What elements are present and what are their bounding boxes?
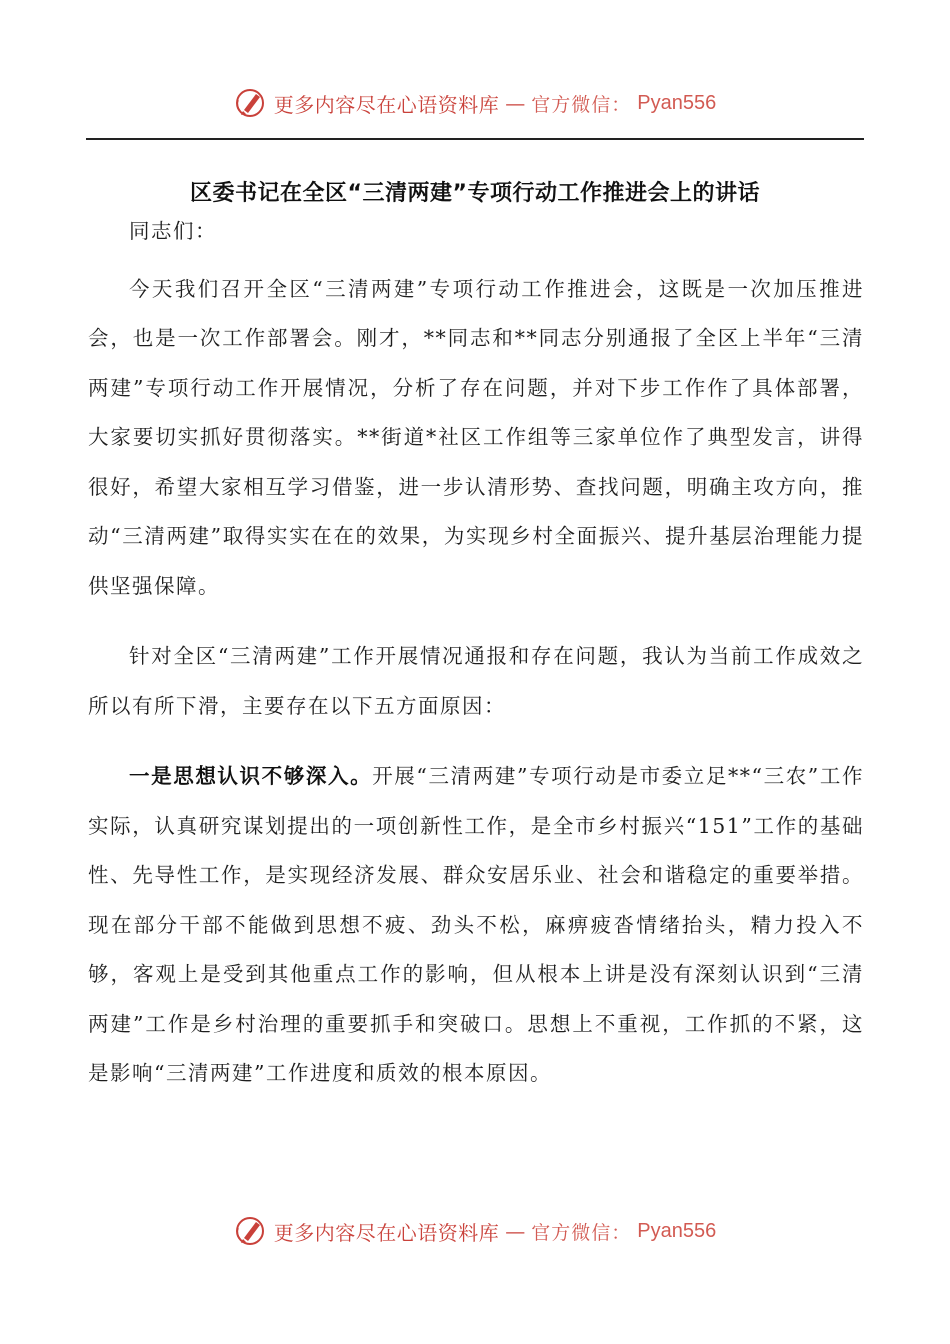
- paragraph-text: 针对全区“三清两建”工作开展情况通报和存在问题，我认为当前工作成效之所以有所下滑，主要存在以下五方面原因：: [88, 644, 864, 718]
- banner-wechat-id: Pyan556: [637, 1219, 717, 1242]
- paragraph-2: [88, 632, 864, 731]
- document-body: [88, 207, 864, 1120]
- paragraph-3: [88, 752, 864, 1099]
- footer-banner: [0, 1211, 950, 1251]
- paragraph-text: 今天我们召开全区“三清两建”专项行动工作推进会，这既是一次加压推进会，也是一次工作部署会。刚才，**同志和**同志分别通报了全区上半年“三清两建”专项行动工作开展情况，分析了存在问题，并对下步工作作了具体部署，大家要切实抓好贯彻落实。**街道*社区工作组等三家单位作了典型发言，讲得很好，希望大家相互学习借鉴，进一步认清形势、查找问题，明确主攻方向，推动“三清两建”取得实实在在的效果，为实现乡村全面振兴、提升基层治理能力提供坚强保障。: [88, 276, 864, 598]
- pen-nib-logo-icon: [234, 1214, 268, 1248]
- paragraph-lead: 一是思想认识不够深入。: [129, 764, 373, 788]
- pen-nib-logo-icon: [234, 86, 268, 120]
- header-banner: [0, 83, 950, 123]
- banner-wechat-label: 官方微信：: [531, 1221, 632, 1244]
- banner-brand: 更多内容尽在心语资料库: [273, 1220, 500, 1245]
- banner-brand: 更多内容尽在心语资料库: [273, 92, 500, 117]
- paragraph-1: [88, 265, 864, 612]
- document-title: 区委书记在全区“三清两建”专项行动工作推进会上的讲话: [190, 181, 760, 206]
- banner-separator: —: [505, 91, 526, 115]
- paragraph-text: 开展“三清两建”专项行动是市委立足**“三农”工作实际，认真研究谋划提出的一项创新性工作，是全市乡村振兴“151”工作的基础性、先导性工作，是实现经济发展、群众安居乐业、社会和谐稳定的重要举措。现在部分干部不能做到思想不疲、劲头不松，麻痹疲沓情绪抬头，精力投入不够，客观上是受到其他重点工作的影响，但从根本上讲是没有深刻认识到“三清两建”工作是乡村治理的重要抓手和突破口。思想上不重视，工作抓的不紧，这是影响“三清两建”工作进度和质效的根本原因。: [88, 764, 865, 1085]
- header-divider: [86, 138, 864, 140]
- banner-wechat-label: 官方微信：: [531, 93, 632, 116]
- salutation: 同志们：: [129, 219, 217, 243]
- banner-wechat-id: Pyan556: [637, 91, 717, 114]
- banner-separator: —: [505, 1219, 526, 1243]
